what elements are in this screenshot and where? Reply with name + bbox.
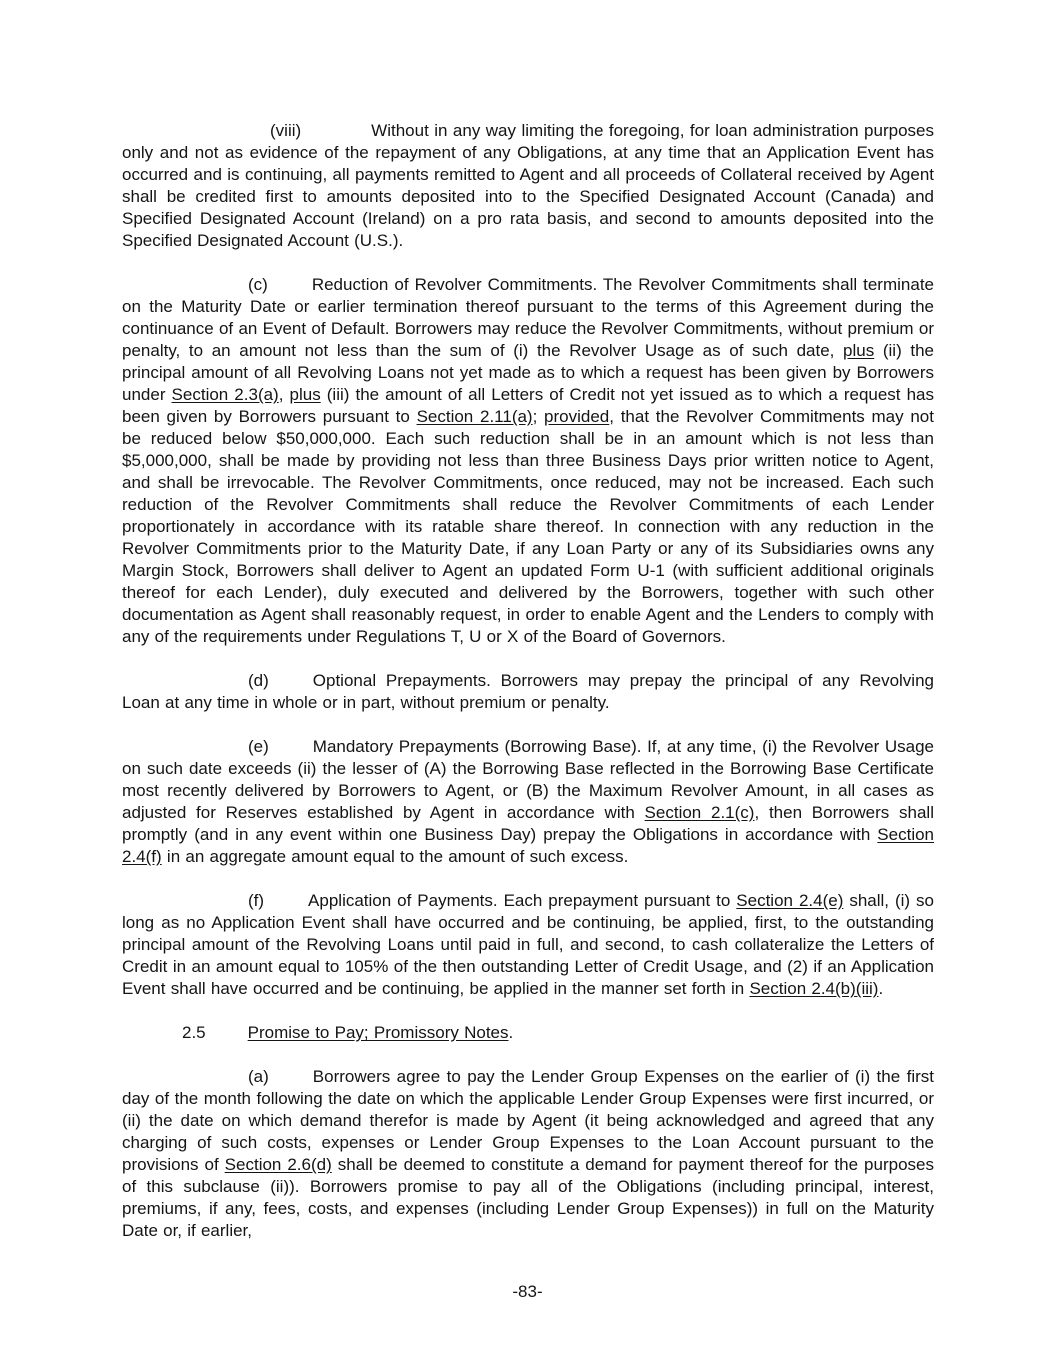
underlined-reference: Section 2.4(e) <box>736 891 844 910</box>
underlined-reference: Section 2.4(b)(iii) <box>749 979 879 998</box>
underlined-reference: provided <box>544 407 610 426</box>
text-run: Without in any way limiting the foregoing, for loan administration purposes only and not as evidence of the repayment of any Obligations, at any time that an Application Event has occurred and is continuing, all payments remitted to Agent and all proceeds of Collateral received by Agent shall be credited first to amounts deposited into to the Specified Designated Account (Canada) and Specified Designated Account (Ireland) on a pro rata basis, and second to amounts deposited into the Specified Designated Account (U.S.). <box>122 121 934 250</box>
paragraph-label: (a) <box>248 1067 269 1086</box>
underlined-reference: Section 2.1(c) <box>644 803 755 822</box>
paragraph-label: 2.5 <box>182 1023 206 1042</box>
underlined-reference: plus <box>289 385 321 404</box>
tab-spacer <box>206 1037 248 1038</box>
paragraph-c <box>122 274 934 648</box>
text-run: in an aggregate amount equal to the amount of such excess. <box>161 847 629 866</box>
text-run: Application of Payments. Each prepayment pursuant to <box>308 891 737 910</box>
text-run: , that the Revolver Commitments may not be reduced below $50,000,000. Each such reduction shall be in an amount which is not less than $5,000,000, shall be made by providing not less than three Business Days prior written notice to Agent, and shall be irrevocable. The Revolver Commitments, once reduced, may not be increased. Each such reduction of the Revolver Commitments shall reduce the Revolver Commitments of each Lender proportionately in accordance with its ratable share thereof. In connection with any reduction in the Revolver Commitments prior to the Maturity Date, if any Loan Party or any of its Subsidiaries owns any Margin Stock, Borrowers shall deliver to Agent an updated Form U-1 (with sufficient additional originals thereof for each Lender), duly executed and delivered by the Borrowers, together with such other documentation as Agent shall reasonably request, in order to enable Agent and the Lenders to comply with any of the requirements under Regulations T, U or X of the Board of Governors. <box>122 407 934 646</box>
text-run: . <box>878 979 884 998</box>
paragraph-label: (e) <box>248 737 269 756</box>
paragraph-e <box>122 736 934 868</box>
paragraph-label: (c) <box>248 275 268 294</box>
paragraph-label: (viii) <box>270 121 302 140</box>
underlined-reference: Section 2.3(a) <box>171 385 279 404</box>
text-run: shall be deemed to constitute a demand for payment thereof for the purposes of this subclause (ii)). Borrowers promise to pay all of the Obligations (including principal, interest, premiums, if any, fees, costs, and expenses (including Lender Group Expenses)) in full on the Maturity Date or, if earlier, <box>122 1155 934 1240</box>
paragraph-viii <box>122 120 934 252</box>
text-run: Mandatory Prepayments (Borrowing Base). If, at any time, (i) the Revolver Usage on such date exceeds (ii) the lesser of (A) the Borrowing Base reflected in the Borrowing Base Certificate most recently delivered by Borrowers to Agent, or (B) the Maximum Revolver Amount, in all cases as adjusted for Reserves established by Agent in accordance with <box>122 737 934 822</box>
tab-spacer <box>269 751 313 752</box>
text-run: (ii) the principal amount of all Revolving Loans not yet made as to which a request has been given by Borrowers under <box>122 341 934 404</box>
text-run: shall, (i) so long as no Application Event shall have occurred and be continuing, be applied, first, to the outstanding principal amount of the Revolving Loans until paid in full, and second, to cash collateralize the Letters of Credit in an amount equal to 105% of the then outstanding Letter of Credit Usage, and (2) if an Application Event shall have occurred and be continuing, be applied in the manner set forth in <box>122 891 934 998</box>
paragraph-label: (d) <box>248 671 269 690</box>
text-run: , <box>278 385 290 404</box>
paragraph-d <box>122 670 934 714</box>
section-heading-2-5 <box>122 1022 934 1044</box>
paragraph-f <box>122 890 934 1000</box>
text-run: Reduction of Revolver Commitments. The Revolver Commitments shall terminate on the Maturity Date or earlier termination thereof pursuant to the terms of this Agreement during the continuance of an Event of Default. Borrowers may reduce the Revolver Commitments, without premium or penalty, to an amount not less than the sum of (i) the Revolver Usage as of such date, <box>122 275 934 360</box>
underlined-reference: Section 2.4(f) <box>122 825 934 866</box>
document-body <box>122 120 934 1264</box>
tab-spacer <box>301 135 371 136</box>
tab-spacer <box>268 289 312 290</box>
text-run: ; <box>532 407 545 426</box>
text-run: Optional Prepayments. Borrowers may prepay the principal of any Revolving Loan at any time in whole or in part, without premium or penalty. <box>122 671 934 712</box>
page-number: -83- <box>512 1282 543 1301</box>
tab-spacer <box>264 905 308 906</box>
underlined-reference: Promise to Pay; Promissory Notes <box>247 1023 509 1042</box>
paragraph-a <box>122 1066 934 1242</box>
underlined-reference: Section 2.11(a) <box>416 407 533 426</box>
text-run: . <box>508 1023 514 1042</box>
tab-spacer <box>269 1081 313 1082</box>
text-run: Borrowers agree to pay the Lender Group Expenses on the earlier of (i) the first day of the month following the date on which the applicable Lender Group Expenses were first incurred, or (ii) the date on which demand therefor is made by Agent (it being acknowledged and agreed that any charging of such costs, expenses or Lender Group Expenses to the Loan Account pursuant to the provisions of <box>122 1067 934 1174</box>
underlined-reference: plus <box>843 341 875 360</box>
tab-spacer <box>269 685 313 686</box>
text-run: (iii) the amount of all Letters of Credit not yet issued as to which a request has been given by Borrowers pursuant to <box>122 385 935 426</box>
underlined-reference: Section 2.6(d) <box>224 1155 332 1174</box>
paragraph-label: (f) <box>248 891 265 910</box>
text-run: , then Borrowers shall promptly (and in any event within one Business Day) prepay the Obligations in accordance with <box>122 803 934 844</box>
